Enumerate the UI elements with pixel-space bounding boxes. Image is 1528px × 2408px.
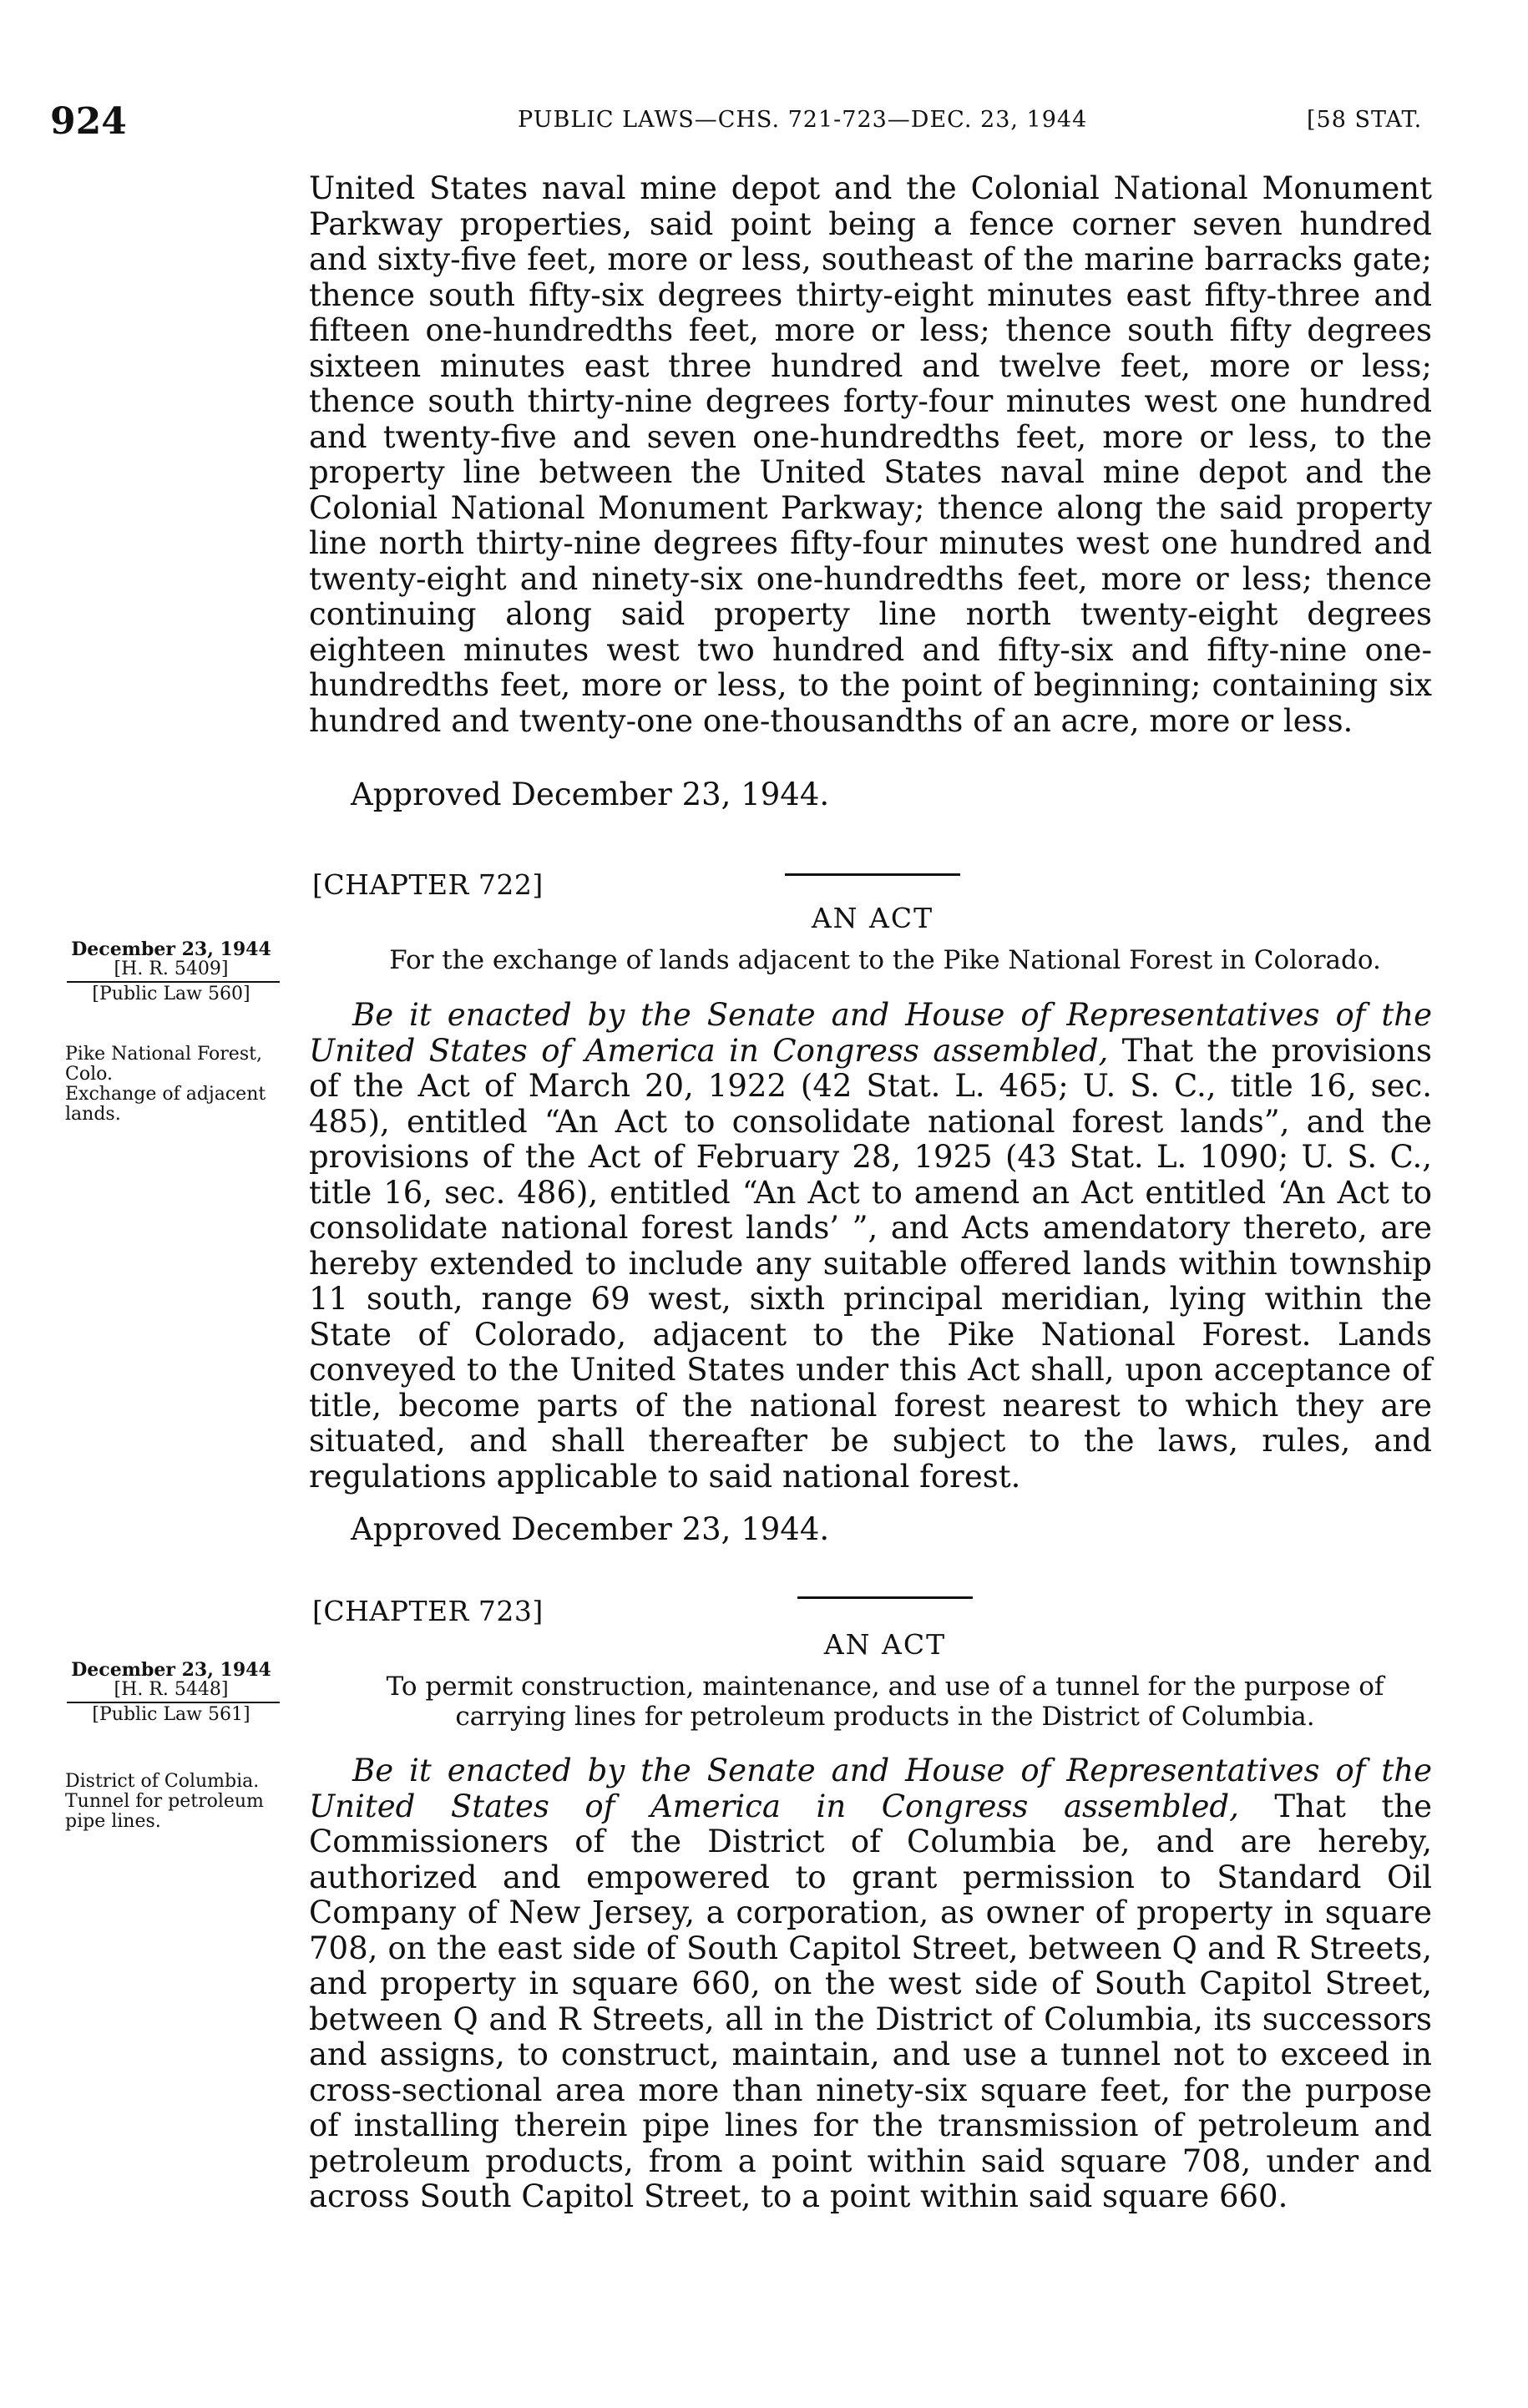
chapter-heading: [CHAPTER 723] [312, 1595, 544, 1627]
chapter-heading: [CHAPTER 722] [312, 868, 544, 901]
act-body [309, 1753, 1432, 2215]
act-heading: AN ACT [823, 1628, 947, 1661]
margin-bill-number: [H. R. 5409] [114, 959, 229, 979]
margin-date: December 23, 1944 [71, 938, 271, 960]
margin-notes [50, 939, 292, 1125]
margin-public-law: [Public Law 561] [92, 1704, 250, 1725]
act-title: carrying lines for petroleum products in the District of Columbia. [455, 1702, 1315, 1732]
margin-notes [50, 1660, 292, 1832]
margin-note: District of Columbia. [65, 1771, 260, 1792]
act-title: To permit construction, maintenance, and use of a tunnel for the purpose of [386, 1672, 1384, 1702]
act-text: That the provisions of the Act of March 20, 1922 (42 Stat. L. 465; U. S. C., title 16, sec. 485), entitled “An Act to consolidate national forest lands”, and the provisions of the Act of February 28, 1925 (43 Stat. L. 1090; U. S. C., title 16, sec. 486), entitled “An Act to amend an Act entitled ‘An Act to consolidate national forest lands’ ”, and Acts amendatory thereto, are hereby extended to include any suitable offered lands within township 11 south, range 69 west, sixth principal meridian, lying within the State of Colorado, adjacent to the Pike National Forest. Lands conveyed to the United States under this Act shall, upon acceptance of title, become parts of the national forest nearest to which they are situated, and shall thereafter be subject to the laws, rules, and regulations applicable to said national forest. [309, 1032, 1432, 1495]
section-rule [785, 873, 960, 876]
continuation-paragraph: United States naval mine depot and the Colonial National Monument Parkway properties, said point being a fence corner seven hundred and sixty-five feet, more or less, southeast of the marine barracks gate; thence south fifty-six degrees thirty-eight minutes east fifty-three and fifteen one-hundredths feet, more or less; thence south fifty degrees sixteen minutes east three hundred and twelve feet, more or less; thence south thirty-nine degrees forty-four minutes west one hundred and twenty-five and seven one-hundredths feet, more or less, to the property line between the United States naval mine depot and the Colonial National Monument Parkway; thence along the said property line north thirty-nine degrees fifty-four minutes west one hundred and twenty-eight and ninety-six one-hundredths feet, more or less; thence continuing along said property line north twenty-eight degrees eighteen minutes west two hundred and fifty-six and fifty-nine one-hundredths feet, more or less, to the point of beginning; containing six hundred and twenty-one one-thousandths of an acre, more or less. [309, 170, 1432, 739]
act-text: That the Commissioners of the District of Columbia be, and are hereby, authorized and empowered to grant permission to Standard Oil Company of New Jersey, a corporation, as owner of property in square 708, on the east side of South Capitol Street, between Q and R Streets, and property in square 660, on the west side of South Capitol Street, between Q and R Streets, all in the District of Columbia, its successors and assigns, to construct, maintain, and use a tunnel not to exceed in cross-sectional area more than ninety-six square feet, for the purpose of installing therein pipe lines for the transmission of petroleum and petroleum products, from a point within said square 708, under and across South Capitol Street, to a point within said square 660. [309, 1788, 1432, 2214]
margin-rule [67, 1702, 280, 1703]
section-rule [797, 1596, 973, 1599]
margin-rule [67, 981, 280, 983]
enacting-clause: Be it enacted by the Senate and House of Representatives of the United States of America in Congress assembled, [309, 1753, 1432, 1824]
running-title: PUBLIC LAWS—CHS. 721-723—DEC. 23, 1944 [518, 107, 1088, 133]
statute-reference: [58 STAT. [1307, 107, 1423, 133]
margin-note: Tunnel for petroleum pipe lines. [65, 1791, 264, 1832]
margin-note: Pike National Forest, Colo. [65, 1044, 262, 1085]
margin-bill-number: [H. R. 5448] [114, 1679, 229, 1700]
act-body [309, 998, 1432, 1495]
approved-line: Approved December 23, 1944. [351, 777, 830, 812]
page-header [50, 100, 1453, 150]
margin-date: December 23, 1944 [71, 1659, 271, 1681]
act-heading: AN ACT [811, 902, 934, 934]
act-title: For the exchange of lands adjacent to the Pike National Forest in Colorado. [389, 945, 1381, 975]
page-number: 924 [50, 100, 127, 143]
margin-note: Exchange of adjacent lands. [65, 1084, 266, 1125]
margin-public-law: [Public Law 560] [92, 984, 250, 1004]
approved-line: Approved December 23, 1944. [351, 1511, 830, 1547]
enacting-clause: Be it enacted by the Senate and House of Representatives of the United States of America in Congress assembled, [309, 997, 1432, 1069]
